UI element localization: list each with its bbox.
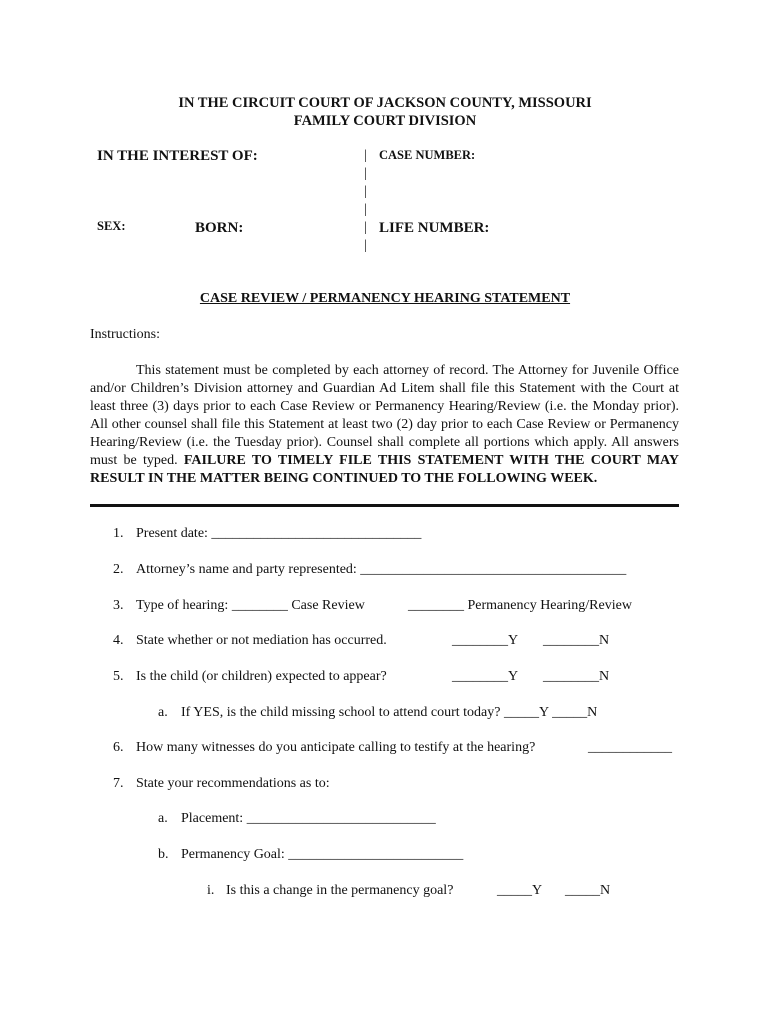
sub-item-letter: a. [158,705,168,720]
witnesses-question: How many witnesses do you anticipate calling to testify at the hearing? [136,740,536,755]
interest-of-label: IN THE INTEREST OF: [97,148,258,164]
instructions-label: Instructions: [90,327,160,342]
life-number-label: LIFE NUMBER: [379,220,490,236]
sub-item-letter: a. [158,811,168,826]
item-number: 4. [113,633,124,648]
missing-school-question: If YES, is the child missing school to attend court today? _____Y _____N [181,705,598,720]
placement-field: Placement: ___________________________ [181,811,436,826]
item-number: 2. [113,562,124,577]
mediation-question: State whether or not mediation has occurred. [136,633,387,648]
recommendations-heading: State your recommendations as to: [136,776,330,791]
present-date-field: Present date: ______________________________ [136,526,422,541]
item-number: 3. [113,598,124,613]
born-label: BORN: [195,220,244,236]
court-name: IN THE CIRCUIT COURT OF JACKSON COUNTY, MISSOURI [178,95,592,111]
sub-item-roman: i. [207,883,215,898]
goal-change-no-blank: _____N [565,883,611,898]
goal-change-question: Is this a change in the permanency goal? [226,883,454,898]
caption-divider: | [364,148,367,163]
instructions-text: This statement must be completed by each attorney of record. The Attorney for Juvenile Office and/or Children’s Division attorney and Guardian Ad Litem shall file this Statement with the Court at least three (3) days prior to each Case Review or Permanency Hearing/Review (i.e. the Monday prior). All other counsel shall file this Statement at least two (2) day prior to each Case Review or Permanency Hearing/Review (i.e. the Tuesday prior). Counsel shall complete all portions which apply. All answers must be typed. [90,363,679,468]
section-divider [90,504,679,507]
caption-divider: | [364,184,367,199]
sub-item-letter: b. [158,847,169,862]
hearing-type-case-review: Type of hearing: ________ Case Review [136,598,365,613]
item-number: 6. [113,740,124,755]
witnesses-blank: ____________ [588,740,672,755]
case-number-label: CASE NUMBER: [379,148,476,162]
child-appear-yes-blank: ________Y [452,669,519,684]
attorney-name-field: Attorney’s name and party represented: ______________________________________ [136,562,627,577]
item-number: 5. [113,669,124,684]
sex-label: SEX: [97,219,126,233]
hearing-type-permanency: ________ Permanency Hearing/Review [408,598,632,613]
mediation-no-blank: ________N [543,633,610,648]
item-number: 1. [113,526,124,541]
caption-divider: | [364,202,367,217]
filing-warning: FAILURE TO TIMELY FILE THIS STATEMENT WITH THE COURT MAY RESULT IN THE MATTER BEING CONTINUED TO THE FOLLOWING WEEK. [90,453,679,486]
instructions-paragraph [90,362,679,488]
document-title: CASE REVIEW / PERMANENCY HEARING STATEMENT [199,291,571,306]
child-appear-no-blank: ________N [543,669,610,684]
item-number: 7. [113,776,124,791]
goal-change-yes-blank: _____Y [497,883,543,898]
court-division: FAMILY COURT DIVISION [293,113,477,129]
child-appear-question: Is the child (or children) expected to appear? [136,669,387,684]
caption-divider: | [364,238,367,253]
mediation-yes-blank: ________Y [452,633,519,648]
caption-divider: | [364,220,367,235]
caption-divider: | [364,166,367,181]
permanency-goal-field: Permanency Goal: _________________________ [181,847,464,862]
